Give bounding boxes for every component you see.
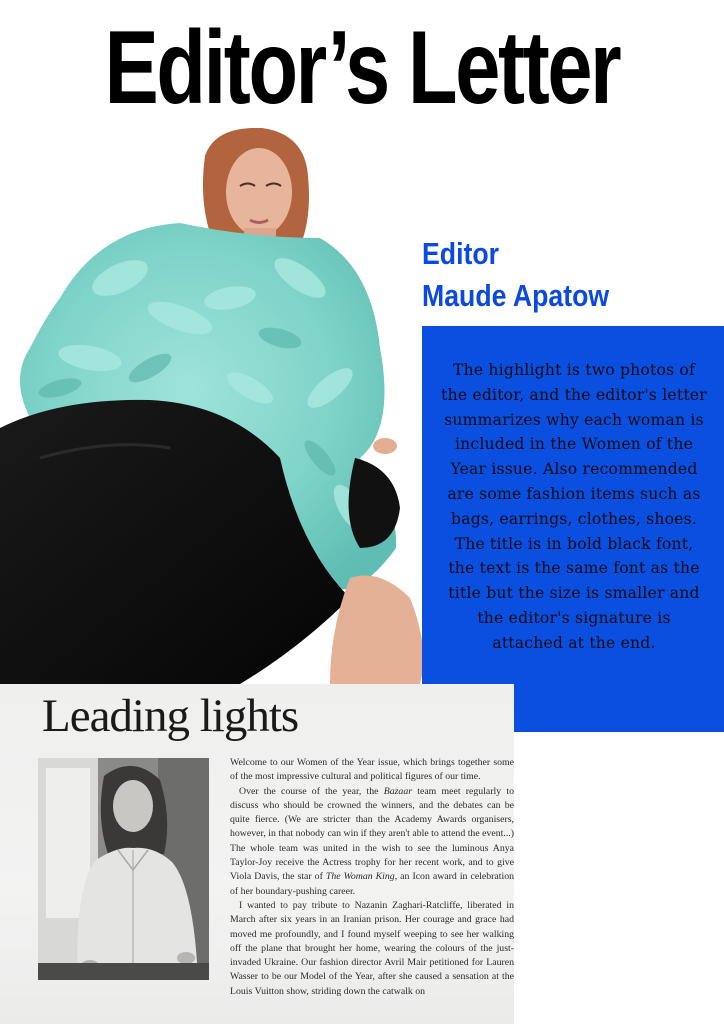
paragraph-text: Over the course of the year, the [239, 785, 384, 797]
paragraph-text: , an Icon award in celebration of her boundary-pushing career. [230, 871, 514, 897]
description-box [422, 326, 724, 732]
paragraph-text: Welcome to our Women of the Year issue, which brings together some of the most impressive cultural and political figures of our time. [230, 757, 514, 783]
magazine-scan [0, 684, 514, 1024]
magazine-heading: Leading lights [42, 690, 299, 742]
editor-portrait-photo [38, 758, 209, 980]
magazine-paragraph [230, 899, 514, 999]
paragraph-text: team meet regularly to discuss who should be crowned the winners, and the debates can be quite fierce. (We are stricter than the Academy Awards organisers, however, in that nobody can win if they aren't able to attend the event...) The whole team was united in the wish to see the luminous Anya Taylor-Joy receive the Actress trophy for her recent work, and to give Viola Davis, the star of [230, 785, 514, 883]
description-text: The highlight is two photos of the editor, and the editor's letter summarizes why each woman is included in the Women of the Year issue. Also recommended are some fashion items such as bags, earrings, clothes, shoes. The title is in bold black font, the text is the same font as the title but the size is smaller and the editor's signature is attached at the end. [441, 361, 707, 652]
page-title: Editor’s Letter [104, 10, 620, 126]
magazine-body-text [230, 756, 514, 999]
editor-name: Maude Apatow [422, 278, 610, 313]
editor-label: Editor [422, 236, 500, 271]
film-title-italic: The Woman King [325, 871, 395, 883]
paragraph-text: I wanted to pay tribute to Nazanin Zaghari-Ratcliffe, liberated in March after six years in an Iranian prison. Her courage and grace had moved me profoundly, and I found myself weeping to see her walking off the plane that brought her home, wearing the colours of the just-invaded Ukraine. Our fashion director Avril Mair petitioned for Lauren Wasser to be our Model of the Year, after she caused a sensation at the Louis Vuitton show, striding down the catwalk on [230, 899, 514, 997]
magazine-name-italic: Bazaar [383, 785, 413, 797]
magazine-paragraph [230, 756, 514, 785]
editor-photo-fur-coat [0, 128, 430, 684]
magazine-paragraph [230, 785, 514, 899]
